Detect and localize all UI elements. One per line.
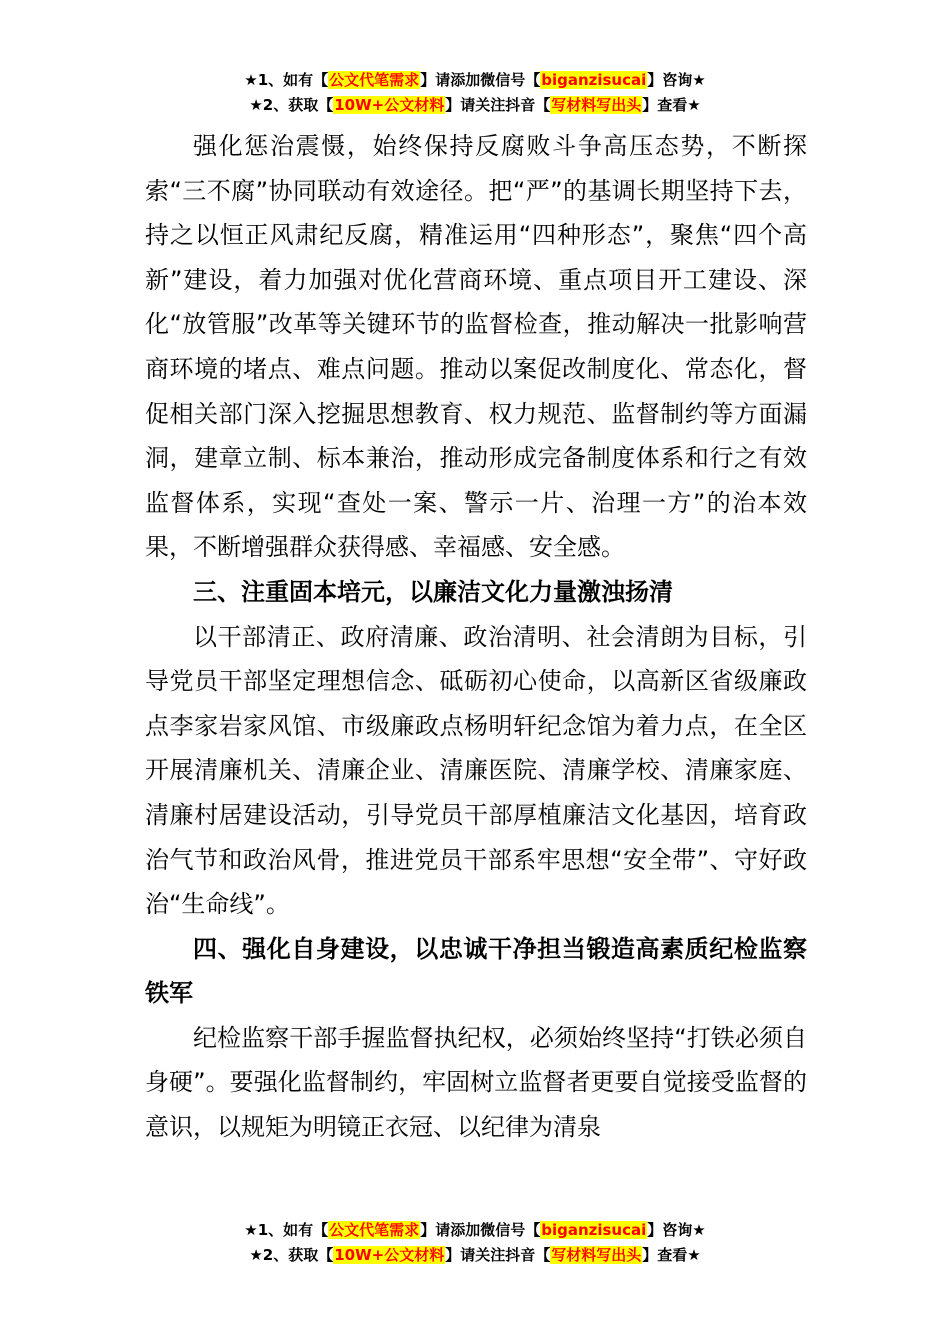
highlight-text: 10W+公文材料 [334,1246,445,1264]
document-body [145,124,807,1150]
highlight-text: biganzisucai [541,1221,647,1239]
banner-text: 】请关注抖音【 [445,1246,551,1264]
highlight-text: 10W+公文材料 [334,96,445,114]
banner-text: 】咨询★ [647,71,706,89]
banner-line-1 [0,1218,950,1243]
banner-text: 】查看★ [642,96,701,114]
highlight-text: 公文代笔需求 [329,1221,420,1239]
section-heading: 三、注重固本培元，以廉洁文化力量激浊扬清 [193,577,673,606]
header-banner [0,68,950,118]
banner-line-2 [0,93,950,118]
banner-text: 】查看★ [642,1246,701,1264]
section-heading: 四、强化自身建设，以忠诚干净担当锻造高素质纪检监察铁军 [145,934,807,1008]
paragraph: 纪检监察干部手握监督执纪权，必须始终坚持“打铁必须自身硬”。要强化监督制约，牢固树立监督者更要自觉接受监督的意识，以规矩为明镜正衣冠、以纪律为清泉 [145,1023,807,1142]
banner-line-1 [0,68,950,93]
banner-text: ★1、如有【 [244,71,329,89]
banner-text: 】请添加微信号【 [420,71,541,89]
banner-text: ★1、如有【 [244,1221,329,1239]
banner-text: 】请添加微信号【 [420,1221,541,1239]
footer-banner [0,1218,950,1268]
highlight-text: 写材料写出头 [551,96,642,114]
paragraph: 强化惩治震慑，始终保持反腐败斗争高压态势，不断探索“三不腐”协同联动有效途径。把“严”的基调长期坚持下去，持之以恒正风肃纪反腐，精准运用“四种形态”，聚焦“四个高新”建设，着力加强对优化营商环境、重点项目开工建设、深化“放管服”改革等关键环节的监督检查，推动解决一批影响营商环境的堵点、难点问题。推动以案促改制度化、常态化，督促相关部门深入挖掘思想教育、权力规范、监督制约等方面漏洞，建章立制、标本兼治，推动形成完备制度体系和行之有效监督体系，实现“查处一案、警示一片、治理一方”的治本效果，不断增强群众获得感、幸福感、安全感。 [145,132,807,562]
banner-text: 】请关注抖音【 [445,96,551,114]
banner-text: 】咨询★ [647,1221,706,1239]
banner-line-2 [0,1243,950,1268]
highlight-text: biganzisucai [541,71,647,89]
highlight-text: 公文代笔需求 [329,71,420,89]
banner-text: ★2、获取【 [249,1246,334,1264]
banner-text: ★2、获取【 [249,96,334,114]
highlight-text: 写材料写出头 [551,1246,642,1264]
paragraph: 以干部清正、政府清廉、政治清明、社会清朗为目标，引导党员干部坚定理想信念、砥砺初心使命，以高新区省级廉政点李家岩家风馆、市级廉政点杨明轩纪念馆为着力点，在全区开展清廉机关、清廉企业、清廉医院、清廉学校、清廉家庭、清廉村居建设活动，引导党员干部厚植廉洁文化基因，培育政治气节和政治风骨，推进党员干部系牢思想“安全带”、守好政治“生命线”。 [145,622,807,919]
